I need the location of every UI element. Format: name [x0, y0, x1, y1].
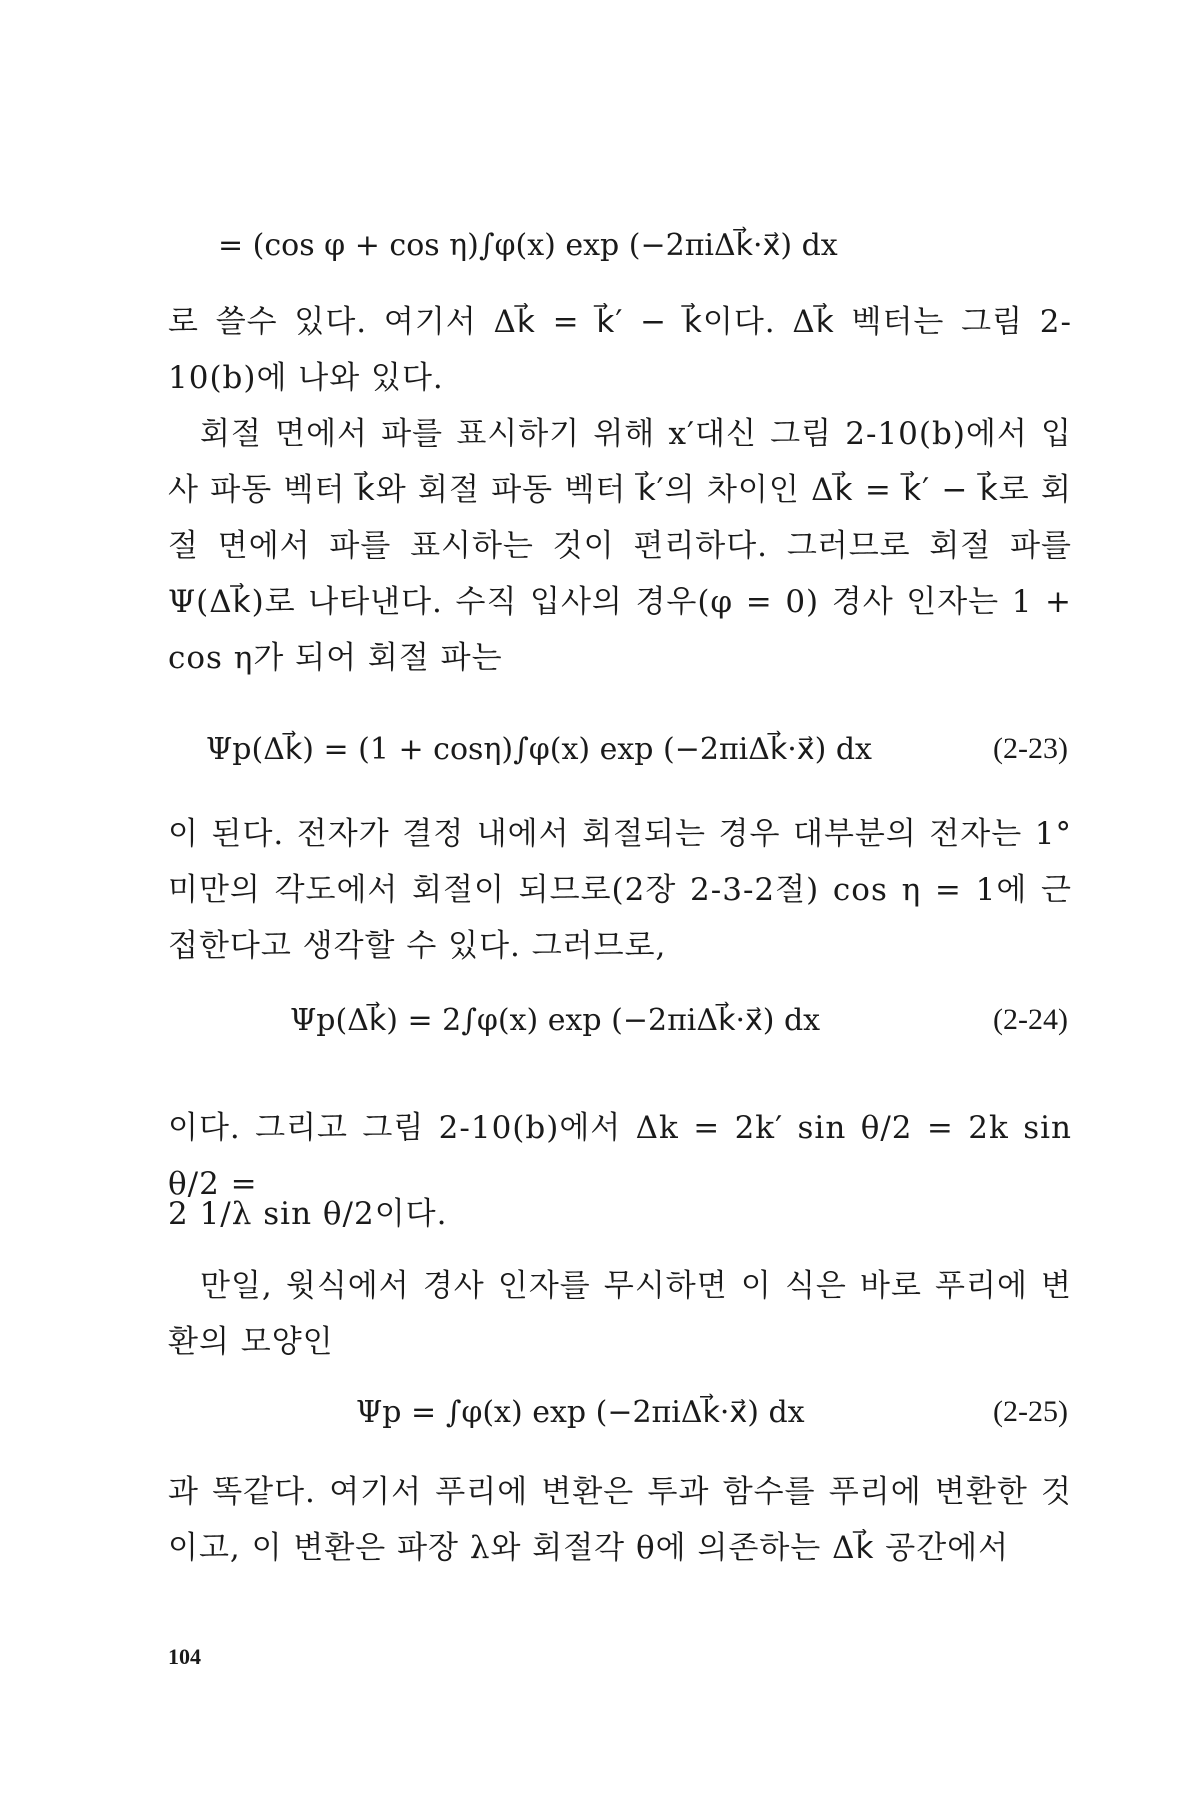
paragraph-6: 과 똑같다. 여기서 푸리에 변환은 투과 함수를 푸리에 변환한 것이고, 이 변환은 파장 λ와 회절각 θ에 의존하는 Δk⃗ 공간에서 — [168, 1474, 1072, 1566]
equation-2-24: Ψp(Δk⃗) = 2∫φ(x) exp (−2πiΔk⃗·x⃗) dx — [290, 1003, 821, 1038]
equation-2-25: Ψp = ∫φ(x) exp (−2πiΔk⃗·x⃗) dx — [356, 1395, 805, 1430]
paragraph-3: 이 된다. 전자가 결정 내에서 회절되는 경우 대부분의 전자는 1° 미만의 각도에서 회절이 되므로(2장 2-3-2절) cos η = 1에 근접한다고 생각할 수 있다. 그러므로, — [168, 816, 1072, 964]
equation-2-23: Ψp(Δk⃗) = (1 + cosη)∫φ(x) exp (−2πiΔk⃗·x⃗) dx — [206, 732, 872, 767]
equation-number-2-24: (2-24) — [993, 1003, 1068, 1036]
paragraph-5: 만일, 윗식에서 경사 인자를 무시하면 이 식은 바로 푸리에 변환의 모양인 — [168, 1268, 1072, 1360]
paragraph-2: 회절 면에서 파를 표시하기 위해 x′대신 그림 2-10(b)에서 입사 파동 벡터 k⃗와 회절 파동 벡터 k⃗′의 차이인 Δk⃗ = k⃗′ − k⃗로 회절 면에서 파를 표시하는 것이 편리하다. 그러므로 회절 파를 Ψ(Δk⃗)로 나타낸다. 수직 입사의 경우(φ = 0) 경사 인자는 1 + cos η가 되어 회절 파는 — [168, 416, 1072, 676]
paragraph-4-continued: 2 1/λ sin θ/2이다. — [168, 1196, 448, 1232]
paragraph-4: 이다. 그리고 그림 2-10(b)에서 Δk = 2k′ sin θ/2 = 2k sin θ/2 = — [168, 1110, 1072, 1202]
equation-number-2-23: (2-23) — [993, 732, 1068, 765]
equation-number-2-25: (2-25) — [993, 1395, 1068, 1428]
page-number: 104 — [168, 1644, 201, 1669]
equation-top: = (cos φ + cos η)∫φ(x) exp (−2πiΔk⃗·x⃗) dx — [218, 228, 838, 263]
paragraph-1: 로 쓸수 있다. 여기서 Δk⃗ = k⃗′ − k⃗이다. Δk⃗ 벡터는 그림 2-10(b)에 나와 있다. — [168, 304, 1072, 396]
